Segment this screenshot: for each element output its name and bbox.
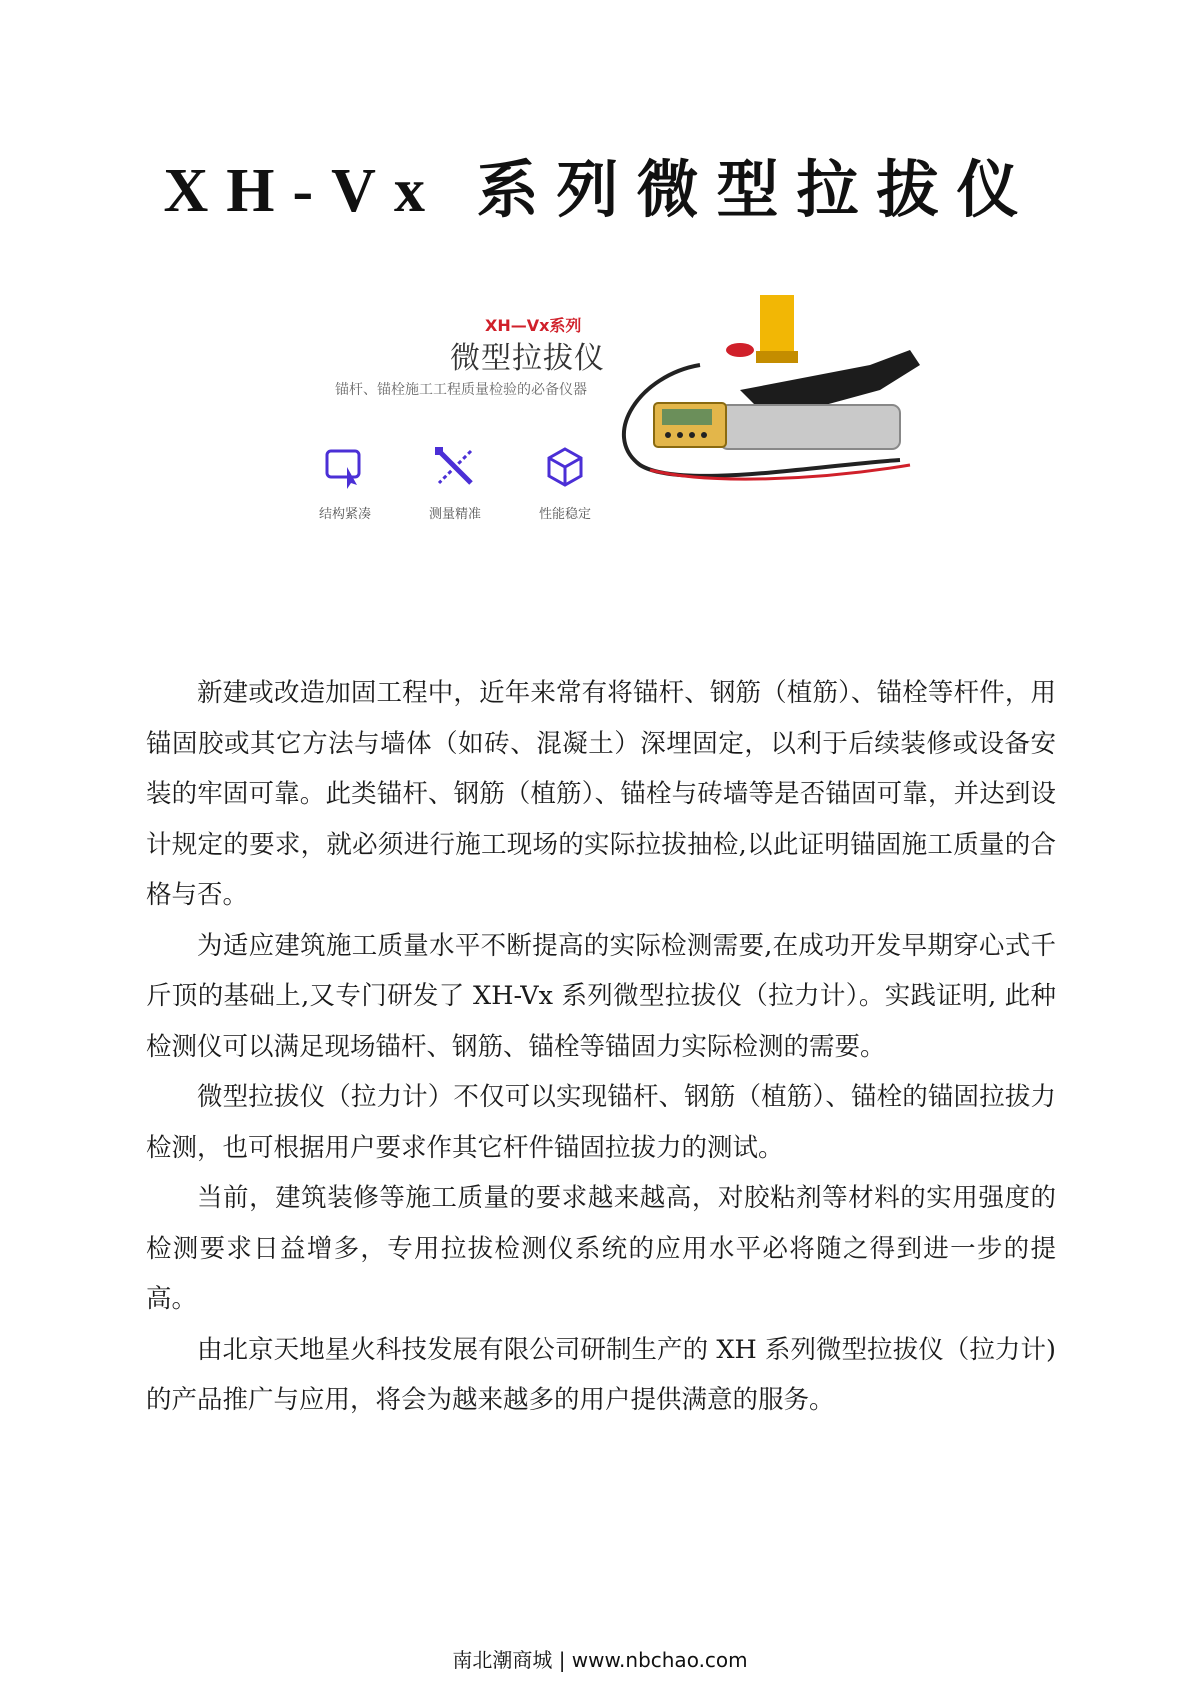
feature-stable (520, 445, 610, 522)
page-title: XH-Vx 系列微型拉拔仪 (163, 157, 1037, 225)
feature-label: 结构紧凑 (318, 507, 371, 522)
banner-subtitle: 锚杆、锚栓施工工程质量检验的必备仪器 (335, 382, 587, 398)
stable-cube-icon (543, 445, 587, 489)
compact-tablet-icon (323, 445, 367, 489)
feature-precision (410, 445, 500, 522)
paragraph: 由北京天地星火科技发展有限公司研制生产的 XH 系列微型拉拔仪（拉力计)的产品推广与应用，将会为越来越多的用户提供满意的服务。 (146, 1334, 1056, 1415)
paragraph: 当前，建筑装修等施工质量的要求越来越高，对胶粘剂等材料的实用强度的检测要求日益增多，专用拉拔检测仪系统的应用水平必将随之得到进一步的提高。 (146, 1183, 1056, 1314)
pull-tester-product-image (620, 295, 950, 535)
feature-compact (300, 445, 390, 522)
product-banner (320, 295, 950, 535)
article-body (146, 668, 1056, 1426)
banner-series-tag: XH—Vx系列 (485, 316, 582, 335)
paragraph: 新建或改造加固工程中，近年来常有将锚杆、钢筋（植筋）、锚栓等杆件，用锚固胶或其它方法与墙体（如砖、混凝土）深埋固定，以利于后续装修或设备安装的牢固可靠。此类锚杆、钢筋（植筋）、锚栓与砖墙等是否锚固可靠，并达到设计规定的要求，就必须进行施工现场的实际拉拔抽检,以此证明锚固施工质量的合格与否。 (146, 678, 1056, 910)
feature-label: 性能稳定 (538, 507, 591, 522)
footer-site-link[interactable]: 南北潮商城 | www.nbchao.com (452, 1648, 748, 1672)
banner-heading: 微型拉拔仪 (450, 341, 605, 376)
feature-label: 测量精准 (428, 507, 481, 522)
paragraph: 微型拉拔仪（拉力计）不仅可以实现锚杆、钢筋（植筋）、锚栓的锚固拉拔力检测，也可根据用户要求作其它杆件锚固拉拔力的测试。 (146, 1082, 1056, 1163)
paragraph: 为适应建筑施工质量水平不断提高的实际检测需要,在成功开发早期穿心式千斤顶的基础上,又专门研发了 XH-Vx 系列微型拉拔仪（拉力计）。实践证明, 此种检测仪可以满足现场锚杆、钢筋、锚栓等锚固力实际检测的需要。 (146, 930, 1056, 1062)
precision-ruler-icon (433, 445, 477, 489)
